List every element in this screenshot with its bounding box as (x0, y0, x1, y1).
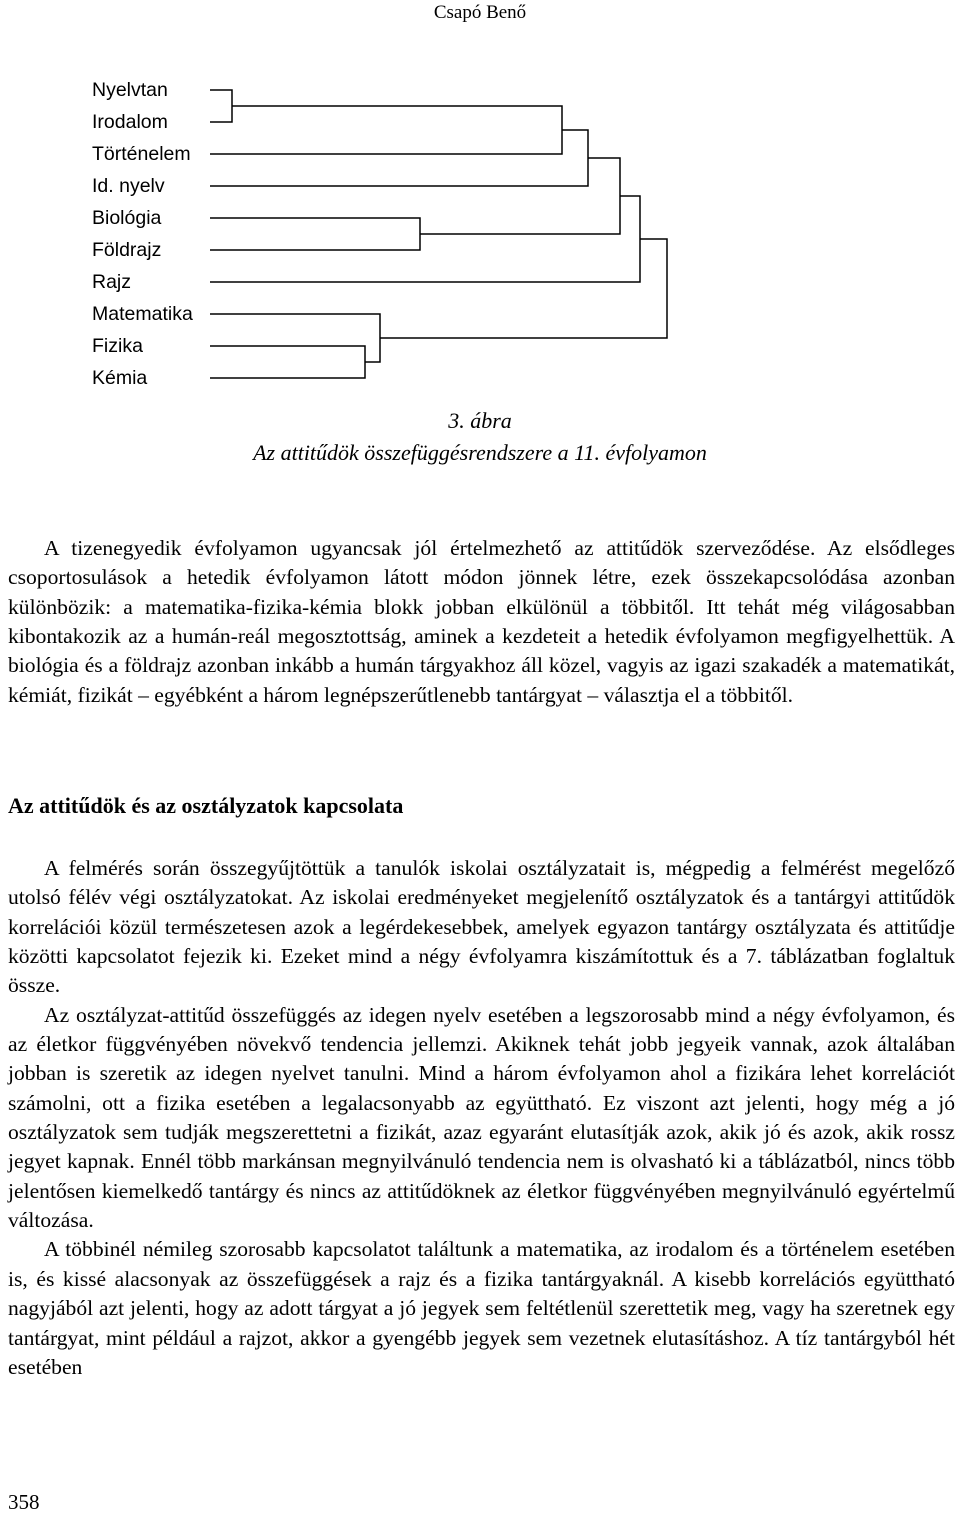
cluster-rajz (210, 196, 640, 282)
cluster-id-nyelv (210, 130, 588, 186)
label-tortenelem: Történelem (92, 143, 191, 165)
dendrogram (0, 0, 960, 400)
figure-number: 3. ábra (448, 408, 512, 433)
paragraph: A felmérés során összegyűjtöttük a tanulók iskolai osztályzatait is, mégpedig a felmérést megelőző utolsó félév végi osztályzatokat. Az iskolai eredményeket megjelenítő osztályzatok és a tantárgyi attitűdök korrelációi közül természetesen azok a legérdekesebbek, amelyek egyazon tantárgy osztályzata és attitűdje közötti kapcsolatot fejezik ki. Ezeket mind a négy évfolyamra kiszámítottuk és a 7. táblázatban foglaltuk össze. (8, 856, 955, 998)
cluster-biologia-foldrajz (210, 218, 420, 250)
label-matematika: Matematika (92, 303, 193, 325)
label-biologia: Biológia (92, 207, 162, 229)
cluster-matematika (210, 314, 380, 362)
cluster-tortenelem (210, 106, 562, 154)
paragraph: A tizenegyedik évfolyamon ugyancsak jól értelmezhető az attitűdök szerveződése. Az elsődleges csoportosulások a hetedik évfolyamon látott módon jönnek létre, ezek összekapcsolódása azonban különbözik: a matematika-fizika-kémia blokk jobban elkülönül a többitől. Itt tehát még világosabban kibontakozik az a humán-reál megosztottság, aminek a kezdeteit a hetedik évfolyamon megfigyelhettük. A biológia és a földrajz azonban inkább a humán tárgyakhoz áll közel, vagyis az igazi szakadék a matematikát, kémiát, fizikát – egyébként a három legnépszerűtlenebb tantárgyat – választja el a többitől. (8, 536, 955, 707)
label-kemia: Kémia (92, 367, 148, 389)
cluster-root (380, 239, 667, 338)
page-number: 358 (8, 1490, 40, 1514)
section-heading: Az attitűdök és az osztályzatok kapcsolata (8, 793, 404, 818)
label-nyelvtan: Nyelvtan (92, 79, 168, 101)
running-header: Csapó Benő (433, 2, 527, 23)
label-rajz: Rajz (92, 271, 132, 293)
paragraph: A többinél némileg szorosabb kapcsolatot találtunk a matematika, az irodalom és a történelem esetében is, és kissé alacsonyak az összefüggések a rajz és a fizika tantárgyaknál. A kisebb korrelációs együttható nagyjából azt jelenti, hogy az adott tárgyat a jó jegyek sem feltétlenül szerettetik meg, vagy ha szeretnek egy tantárgyat, mint például a rajzot, akkor a gyengébb jegyek sem vezetnek elutasításhoz. A tíz tantárgyból hét esetében (8, 1237, 955, 1379)
cluster-fizika-kemia (210, 346, 365, 378)
paragraph-block-2 (8, 854, 955, 1382)
label-irodalom: Irodalom (92, 111, 168, 133)
paragraph-block-1 (8, 534, 955, 710)
label-id-nyelv: Id. nyelv (92, 175, 165, 197)
paragraph: Az osztályzat-attitűd összefüggés az idegen nyelv esetében a legszorosabb mind a négy évfolyamon, és az életkor függvényében növekvő tendencia jellemzi. Akiknek tehát jobb jegyeik vannak, azok általában jobban is szeretik az idegen nyelvet tanulni. Mind a három évfolyamon ahol a fizikára lehet korrelációt számolni, ott a fizika esetében a legalacsonyabb az együttható. Ez viszont azt jelenti, hogy még a jó osztályzatok sem tudják megszerettetni a fizikát, azaz egyaránt elutasítják azok, akik jó és azok, akik rossz jegyet kapnak. Ennél több markánsan megnyilvánuló tendencia nem is olvasható ki a táblázatból, nincs több jelentősen kiemelkedő tantárgy és nincs az attitűdöknek az életkor függvényében megnyilvánuló egyértelmű változása. (8, 1002, 955, 1233)
label-fizika: Fizika (92, 335, 143, 357)
figure-caption: Az attitűdök összefüggésrendszere a 11. évfolyamon (253, 440, 707, 465)
cluster-nyelvtan-irodalom (210, 90, 232, 122)
cluster-humanities (420, 158, 620, 234)
label-foldrajz: Földrajz (92, 239, 162, 261)
